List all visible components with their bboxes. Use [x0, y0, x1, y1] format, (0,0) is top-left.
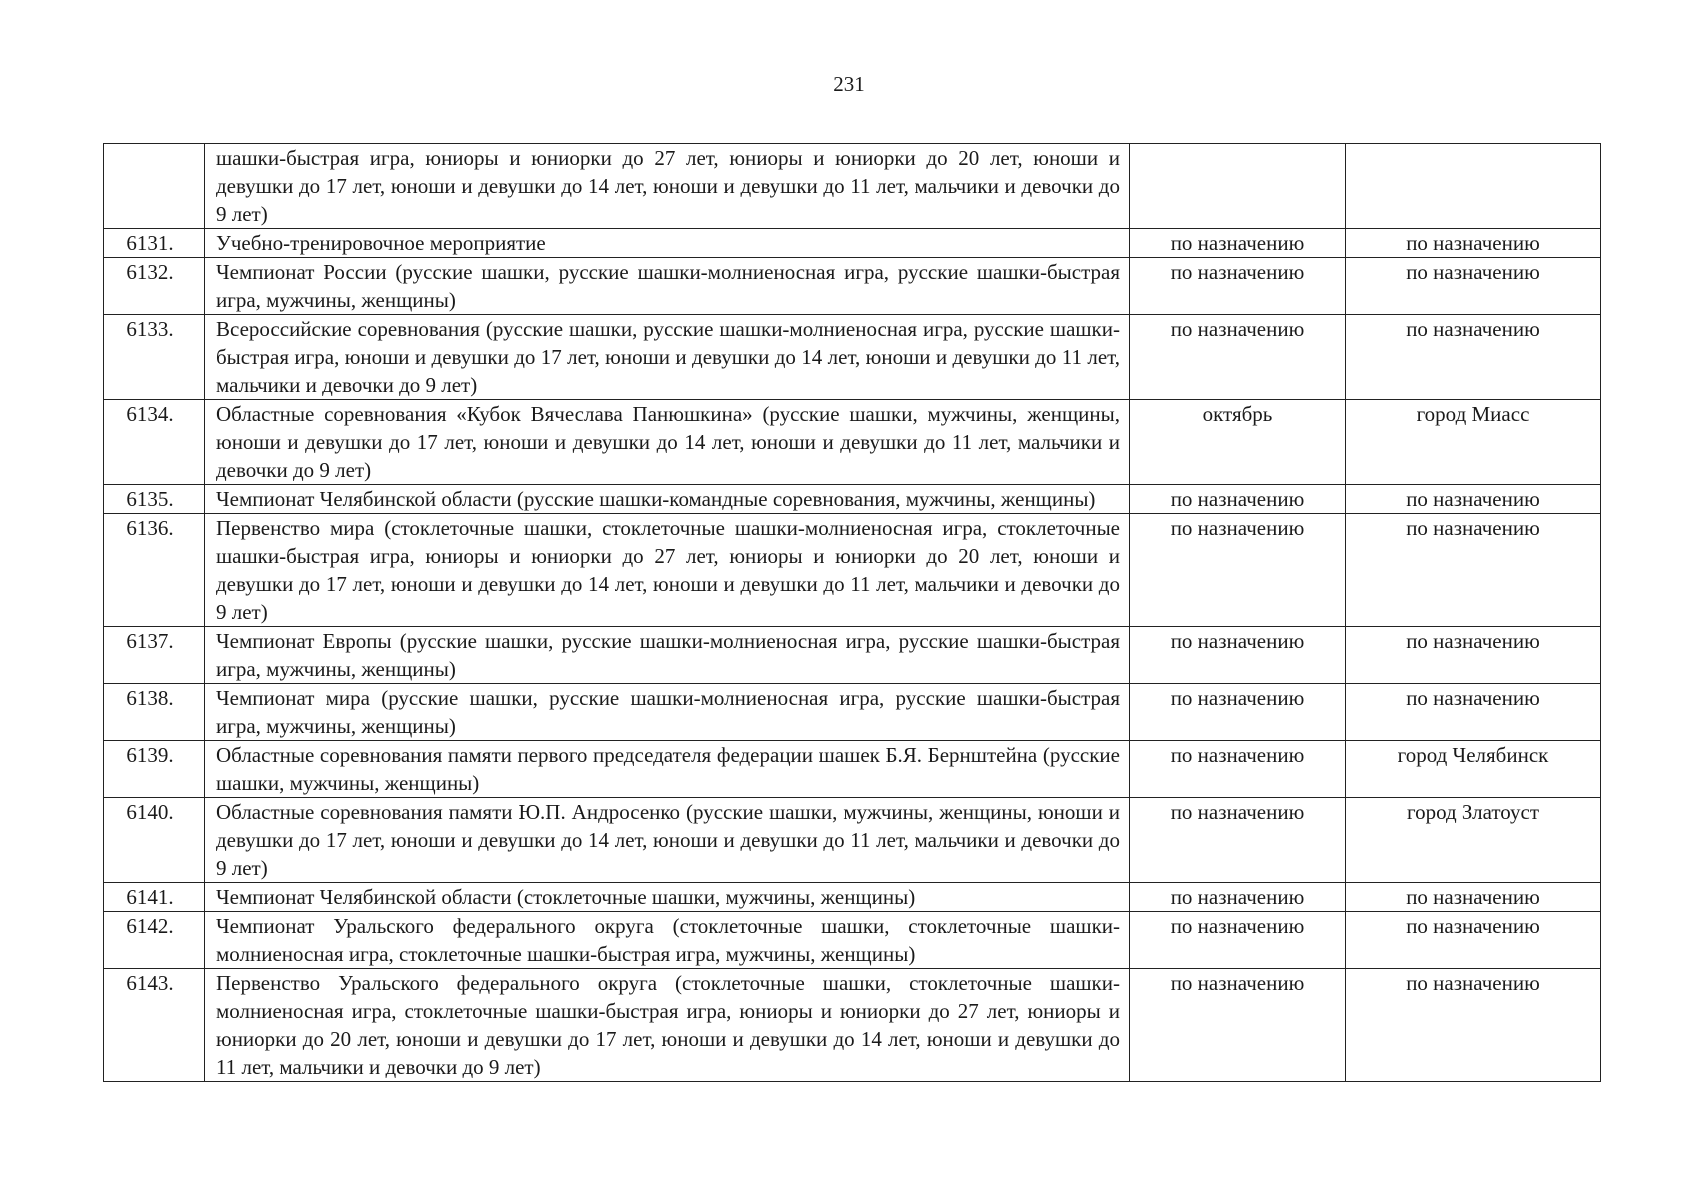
event-date: октябрь	[1130, 400, 1346, 485]
event-name: Всероссийские соревнования (русские шашки, русские шашки-молниеносная игра, русские шашки-быстрая игра, юноши и девушки до 17 лет, юноши и девушки до 14 лет, юноши и девушки до 11 лет, мальчики и девочки до 9 лет)	[205, 315, 1130, 400]
event-name: Первенство мира (стоклеточные шашки, стоклеточные шашки-молниеносная игра, стоклеточные шашки-быстрая игра, юниоры и юниорки до 27 лет, юниоры и юниорки до 20 лет, юноши и девушки до 17 лет, юноши и девушки до 14 лет, юноши и девушки до 11 лет, мальчики и девочки до 9 лет)	[205, 514, 1130, 627]
event-place: по назначению	[1346, 514, 1601, 627]
event-name: шашки-быстрая игра, юниоры и юниорки до 27 лет, юниоры и юниорки до 20 лет, юноши и девушки до 17 лет, юноши и девушки до 14 лет, юноши и девушки до 11 лет, мальчики и девочки до 9 лет)	[205, 144, 1130, 229]
table-row	[104, 627, 1601, 684]
row-number: 6142.	[104, 912, 205, 969]
event-name: Чемпионат Челябинской области (стоклеточные шашки, мужчины, женщины)	[205, 883, 1130, 912]
event-place: по назначению	[1346, 229, 1601, 258]
event-place: по назначению	[1346, 627, 1601, 684]
event-name: Чемпионат России (русские шашки, русские шашки-молниеносная игра, русские шашки-быстрая игра, мужчины, женщины)	[205, 258, 1130, 315]
event-date: по назначению	[1130, 883, 1346, 912]
table-row	[104, 258, 1601, 315]
event-date	[1130, 144, 1346, 229]
table-row	[104, 969, 1601, 1082]
event-name: Областные соревнования памяти первого председателя федерации шашек Б.Я. Бернштейна (русские шашки, мужчины, женщины)	[205, 741, 1130, 798]
table-row	[104, 144, 1601, 229]
table-row	[104, 514, 1601, 627]
row-number: 6138.	[104, 684, 205, 741]
page-number: 231	[833, 72, 865, 96]
event-place: по назначению	[1346, 883, 1601, 912]
events-table-body	[104, 144, 1601, 1082]
row-number	[104, 144, 205, 229]
event-name: Областные соревнования памяти Ю.П. Андросенко (русские шашки, мужчины, женщины, юноши и девушки до 17 лет, юноши и девушки до 14 лет, юноши и девушки до 11 лет, мальчики и девочки до 9 лет)	[205, 798, 1130, 883]
row-number: 6140.	[104, 798, 205, 883]
event-name: Чемпионат Уральского федерального округа (стоклеточные шашки, стоклеточные шашки-молниеносная игра, стоклеточные шашки-быстрая игра, мужчины, женщины)	[205, 912, 1130, 969]
row-number: 6137.	[104, 627, 205, 684]
event-name: Чемпионат Европы (русские шашки, русские шашки-молниеносная игра, русские шашки-быстрая игра, мужчины, женщины)	[205, 627, 1130, 684]
event-place: по назначению	[1346, 258, 1601, 315]
event-name: Учебно-тренировочное мероприятие	[205, 229, 1130, 258]
event-name: Первенство Уральского федерального округа (стоклеточные шашки, стоклеточные шашки-молниеносная игра, стоклеточные шашки-быстрая игра, юниоры и юниорки до 27 лет, юниоры и юниорки до 20 лет, юноши и девушки до 17 лет, юноши и девушки до 14 лет, юноши и девушки до 11 лет, мальчики и девочки до 9 лет)	[205, 969, 1130, 1082]
row-number: 6133.	[104, 315, 205, 400]
event-date: по назначению	[1130, 485, 1346, 514]
table-row	[104, 684, 1601, 741]
event-name: Областные соревнования «Кубок Вячеслава Панюшкина» (русские шашки, мужчины, женщины, юноши и девушки до 17 лет, юноши и девушки до 14 лет, юноши и девушки до 11 лет, мальчики и девочки до 9 лет)	[205, 400, 1130, 485]
event-date: по назначению	[1130, 627, 1346, 684]
event-place: по назначению	[1346, 684, 1601, 741]
event-date: по назначению	[1130, 514, 1346, 627]
table-row	[104, 400, 1601, 485]
table-row	[104, 883, 1601, 912]
row-number: 6143.	[104, 969, 205, 1082]
row-number: 6136.	[104, 514, 205, 627]
event-date: по назначению	[1130, 741, 1346, 798]
table-row	[104, 315, 1601, 400]
event-date: по назначению	[1130, 912, 1346, 969]
event-place: по назначению	[1346, 485, 1601, 514]
table-row	[104, 912, 1601, 969]
event-date: по назначению	[1130, 315, 1346, 400]
event-date: по назначению	[1130, 798, 1346, 883]
event-name: Чемпионат мира (русские шашки, русские шашки-молниеносная игра, русские шашки-быстрая игра, мужчины, женщины)	[205, 684, 1130, 741]
row-number: 6131.	[104, 229, 205, 258]
event-date: по назначению	[1130, 969, 1346, 1082]
event-place: по назначению	[1346, 315, 1601, 400]
row-number: 6132.	[104, 258, 205, 315]
event-place: город Челябинск	[1346, 741, 1601, 798]
table-row	[104, 485, 1601, 514]
row-number: 6139.	[104, 741, 205, 798]
row-number: 6141.	[104, 883, 205, 912]
event-date: по назначению	[1130, 258, 1346, 315]
events-table	[103, 143, 1601, 1082]
event-date: по назначению	[1130, 684, 1346, 741]
event-place: город Златоуст	[1346, 798, 1601, 883]
table-row	[104, 741, 1601, 798]
event-place: по назначению	[1346, 969, 1601, 1082]
row-number: 6134.	[104, 400, 205, 485]
event-place	[1346, 144, 1601, 229]
event-place: по назначению	[1346, 912, 1601, 969]
event-place: город Миасс	[1346, 400, 1601, 485]
table-row	[104, 229, 1601, 258]
event-name: Чемпионат Челябинской области (русские шашки-командные соревнования, мужчины, женщины)	[205, 485, 1130, 514]
row-number: 6135.	[104, 485, 205, 514]
table-row	[104, 798, 1601, 883]
event-date: по назначению	[1130, 229, 1346, 258]
